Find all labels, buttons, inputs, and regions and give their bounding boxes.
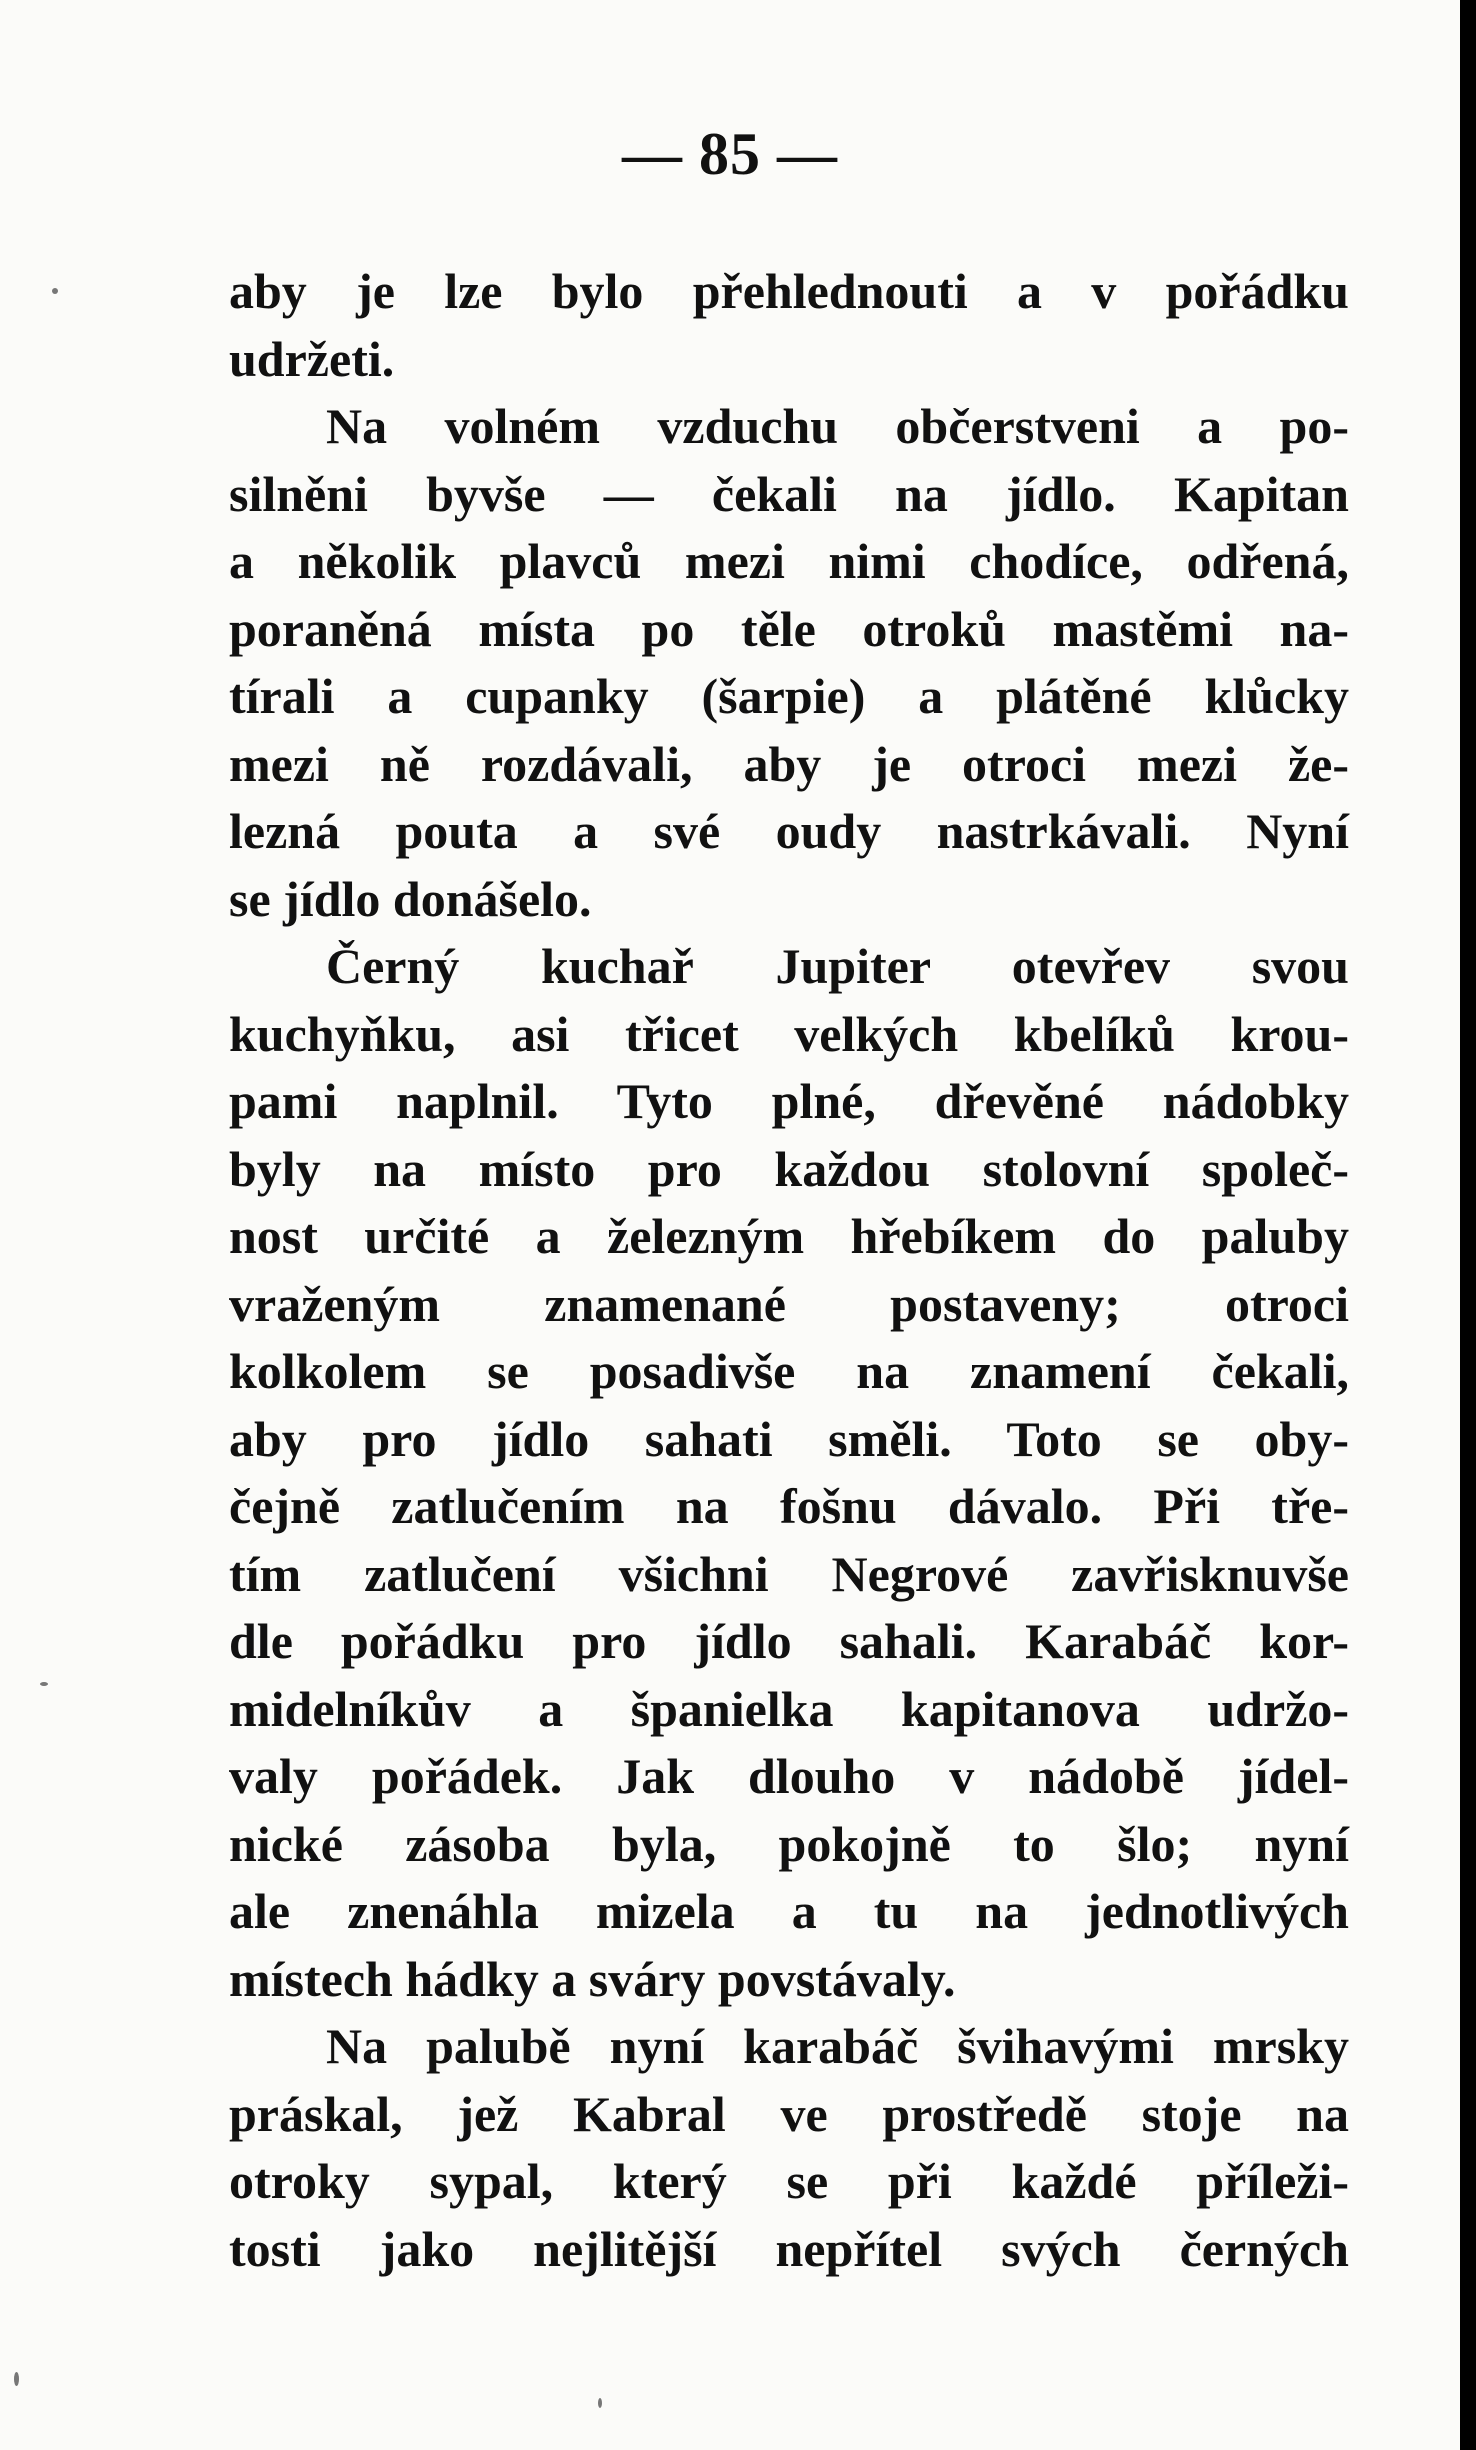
text-line: mezi ně rozdávali, aby je otroci mezi že- bbox=[229, 735, 1349, 792]
text-line: valy pořádek. Jak dlouho v nádobě jídel- bbox=[229, 1748, 1349, 1804]
text-line: midelníkův a španielka kapitanova udržo- bbox=[229, 1680, 1349, 1737]
text-line: aby pro jídlo sahati směli. Toto se oby- bbox=[229, 1410, 1349, 1467]
text-line: pami naplnil. Tyto plné, dřevěné nádobky bbox=[229, 1073, 1349, 1129]
text-line: ale znenáhla mizela a tu na jednotlivých bbox=[229, 1883, 1349, 1939]
text-line: místech hádky a sváry povstávaly. bbox=[229, 1950, 956, 2007]
text-line: lezná pouta a své oudy nastrkávali. Nyní bbox=[229, 803, 1349, 859]
text-line: silněni byvše — čekali na jídlo. Kapitan bbox=[229, 465, 1349, 522]
text-line: a několik plavců mezi nimi chodíce, odřená, bbox=[229, 533, 1349, 589]
scan-speck bbox=[14, 2372, 19, 2386]
text-line: vraženým znamenané postaveny; otroci bbox=[229, 1275, 1349, 1332]
scan-speck bbox=[598, 2398, 602, 2408]
scan-speck bbox=[40, 1682, 48, 1686]
text-line: aby je lze bylo přehlednouti a v pořádku bbox=[229, 263, 1349, 319]
body-text bbox=[229, 258, 1349, 2283]
text-line: Na volném vzduchu občerstveni a po- bbox=[326, 398, 1349, 454]
scan-border bbox=[1460, 0, 1476, 2450]
text-line: nost určité a železným hřebíkem do paluby bbox=[229, 1208, 1349, 1264]
text-line: se jídlo donášelo. bbox=[229, 870, 592, 927]
text-line: čejně zatlučením na fošnu dávalo. Při tře- bbox=[229, 1478, 1349, 1534]
text-line: tírali a cupanky (šarpie) a plátěné klůcky bbox=[229, 668, 1349, 724]
text-line: poraněná místa po těle otroků mastěmi na- bbox=[229, 600, 1349, 657]
page-number: — 85 — bbox=[622, 121, 838, 187]
text-line: Na palubě nyní karabáč švihavými mrsky bbox=[326, 2018, 1349, 2074]
text-line: otroky sypal, který se při každé příleži- bbox=[229, 2153, 1349, 2209]
text-line: kolkolem se posadivše na znamení čekali, bbox=[229, 1343, 1349, 1399]
scan-speck bbox=[52, 288, 58, 294]
text-line: tím zatlučení všichni Negrové zavřisknuvše bbox=[229, 1545, 1349, 1602]
text-line: práskal, jež Kabral ve prostředě stoje na bbox=[229, 2085, 1349, 2142]
text-line: dle pořádku pro jídlo sahali. Karabáč kor- bbox=[229, 1613, 1349, 1669]
text-line: Černý kuchař Jupiter otevřev svou bbox=[326, 938, 1349, 994]
text-line: tosti jako nejlitější nepřítel svých černých bbox=[229, 2220, 1349, 2277]
text-line: kuchyňku, asi třicet velkých kbelíků krou- bbox=[229, 1005, 1349, 1062]
text-line: byly na místo pro každou stolovní společ- bbox=[229, 1140, 1349, 1197]
text-line: udržeti. bbox=[229, 330, 395, 387]
text-line: nické zásoba byla, pokojně to šlo; nyní bbox=[229, 1815, 1349, 1872]
